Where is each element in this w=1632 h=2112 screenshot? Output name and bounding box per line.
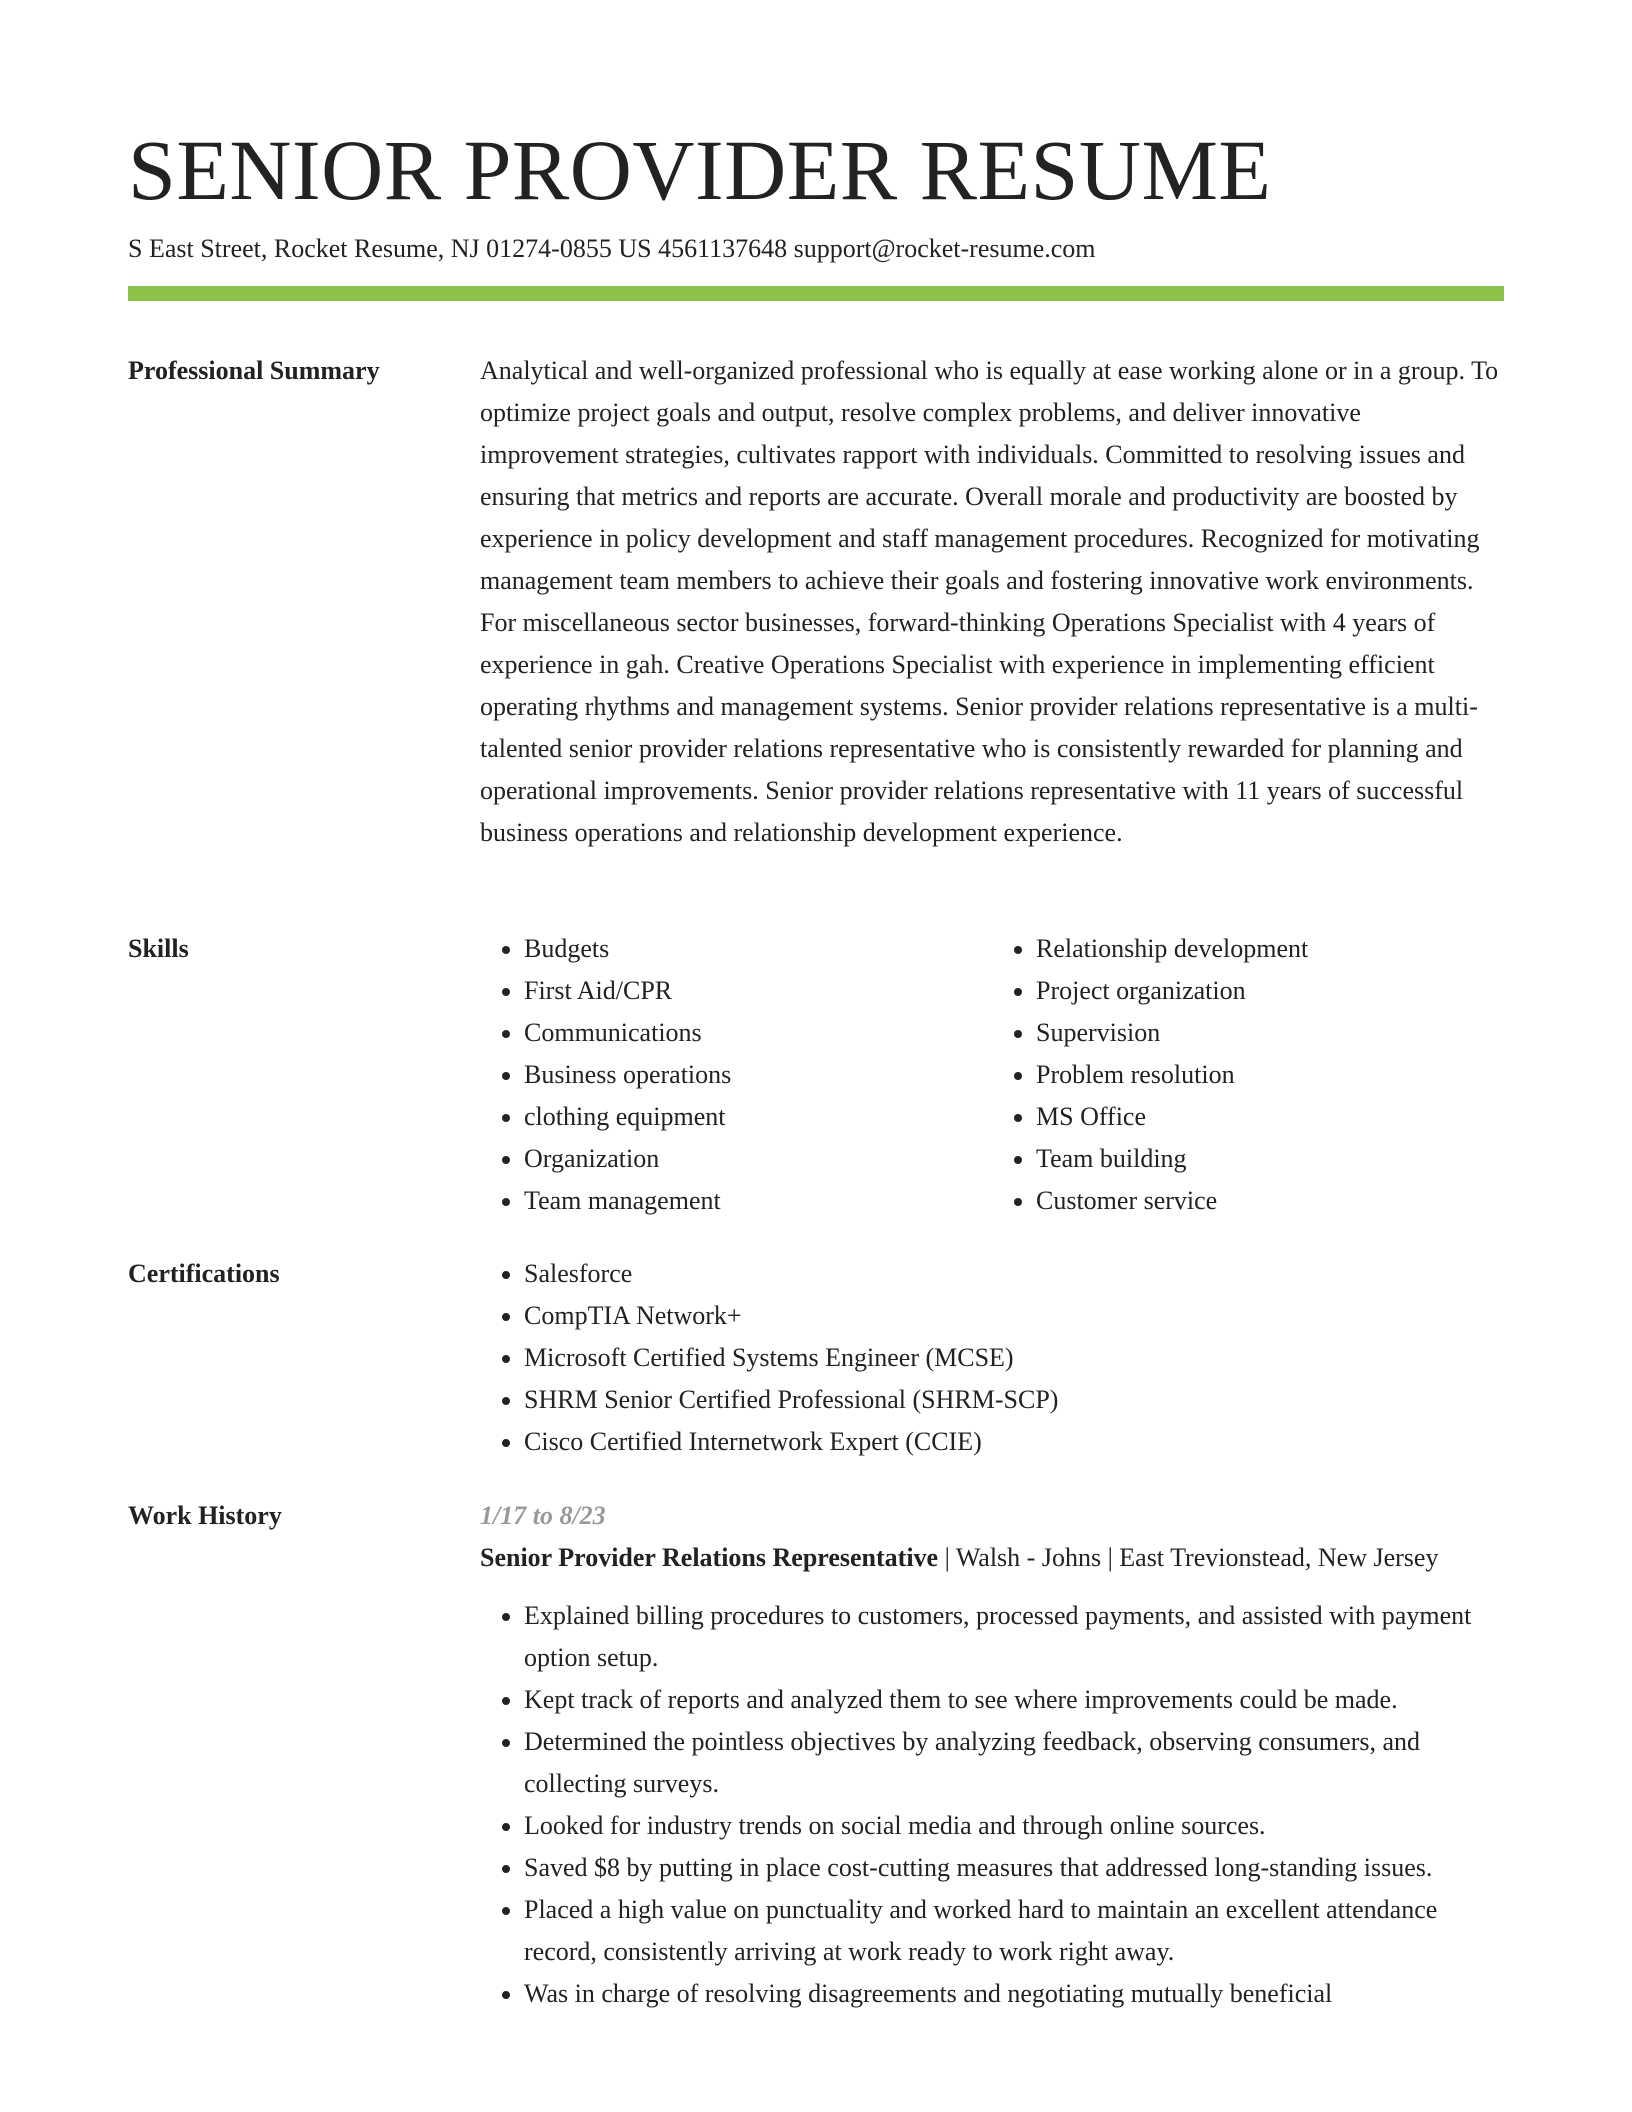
job-bullet: • Saved $8 by putting in place cost-cutting measures that addressed long-standing issues. <box>524 1847 1504 1889</box>
certification-item: • CompTIA Network+ <box>524 1295 1504 1337</box>
job-bullet: • Kept track of reports and analyzed them to see where improvements could be made. <box>524 1679 1504 1721</box>
job-bullet: • Placed a high value on punctuality and worked hard to maintain an excellent attendance record, consistently arriving at work ready to work right away. <box>524 1889 1504 1973</box>
certifications-body <box>480 1253 1504 1463</box>
job-bullets <box>480 1595 1504 2015</box>
resume-title: SENIOR PROVIDER RESUME <box>128 122 1272 218</box>
skill-item: • clothing equipment <box>524 1096 992 1138</box>
skill-item: • Supervision <box>1036 1012 1504 1054</box>
job-title: Senior Provider Relations Representative <box>480 1543 939 1572</box>
skill-item: • Relationship development <box>1036 928 1504 970</box>
skills-heading: Skills <box>128 934 189 963</box>
skills-body <box>480 928 1504 1222</box>
skill-item: • Problem resolution <box>1036 1054 1504 1096</box>
job-bullet: • Determined the pointless objectives by analyzing feedback, observing consumers, and collecting surveys. <box>524 1721 1504 1805</box>
skill-item: • Communications <box>524 1012 992 1054</box>
certification-item: • SHRM Senior Certified Professional (SHRM-SCP) <box>524 1379 1504 1421</box>
skill-item: • Team building <box>1036 1138 1504 1180</box>
skills-list-left <box>480 928 992 1222</box>
skill-item: • MS Office <box>1036 1096 1504 1138</box>
job-dates: 1/17 to 8/23 <box>480 1501 606 1530</box>
certification-item: • Microsoft Certified Systems Engineer (MCSE) <box>524 1337 1504 1379</box>
skill-item: • Organization <box>524 1138 992 1180</box>
certifications-heading: Certifications <box>128 1259 280 1288</box>
skill-item: • Team management <box>524 1180 992 1222</box>
skills-list-right <box>992 928 1504 1222</box>
job-details: | Walsh - Johns | East Trevionstead, New Jersey <box>938 1543 1439 1572</box>
job-bullet: • Looked for industry trends on social media and through online sources. <box>524 1805 1504 1847</box>
summary-body <box>480 350 1504 854</box>
skill-item: • Business operations <box>524 1054 992 1096</box>
certification-item: • Salesforce <box>524 1253 1504 1295</box>
header-divider <box>128 286 1504 301</box>
contact-info: S East Street, Rocket Resume, NJ 01274-0855 US 4561137648 support@rocket-resume.com <box>128 234 1096 263</box>
job-bullet: • Explained billing procedures to customers, processed payments, and assisted with payment option setup. <box>524 1595 1504 1679</box>
skill-item: • Customer service <box>1036 1180 1504 1222</box>
certification-item: • Cisco Certified Internetwork Expert (CCIE) <box>524 1421 1504 1463</box>
summary-text: Analytical and well-organized professional who is equally at ease working alone or in a group. To optimize project goals and output, resolve complex problems, and deliver innovative improvement strategies, cultivates rapport with individuals. Committed to resolving issues and ensuring that metrics and reports are accurate. Overall morale and productivity are boosted by experience in policy development and staff management procedures. Recognized for motivating management team members to achieve their goals and fostering innovative work environments. For miscellaneous sector businesses, forward-thinking Operations Specialist with 4 years of experience in gah. Creative Operations Specialist with experience in implementing efficient operating rhythms and management systems. Senior provider relations representative is a multi-talented senior provider relations representative who is consistently rewarded for planning and operational improvements. Senior provider relations representative with 11 years of successful business operations and relationship development experience. <box>480 356 1499 847</box>
summary-heading: Professional Summary <box>128 356 380 385</box>
skill-item: • Project organization <box>1036 970 1504 1012</box>
job-header <box>480 1537 1504 1579</box>
certifications-list <box>480 1253 1504 1463</box>
work-history-heading: Work History <box>128 1501 282 1530</box>
work-history-body <box>480 1495 1504 2015</box>
skill-item: • First Aid/CPR <box>524 970 992 1012</box>
skill-item: • Budgets <box>524 928 992 970</box>
job-bullet: • Was in charge of resolving disagreements and negotiating mutually beneficial <box>524 1973 1504 2015</box>
